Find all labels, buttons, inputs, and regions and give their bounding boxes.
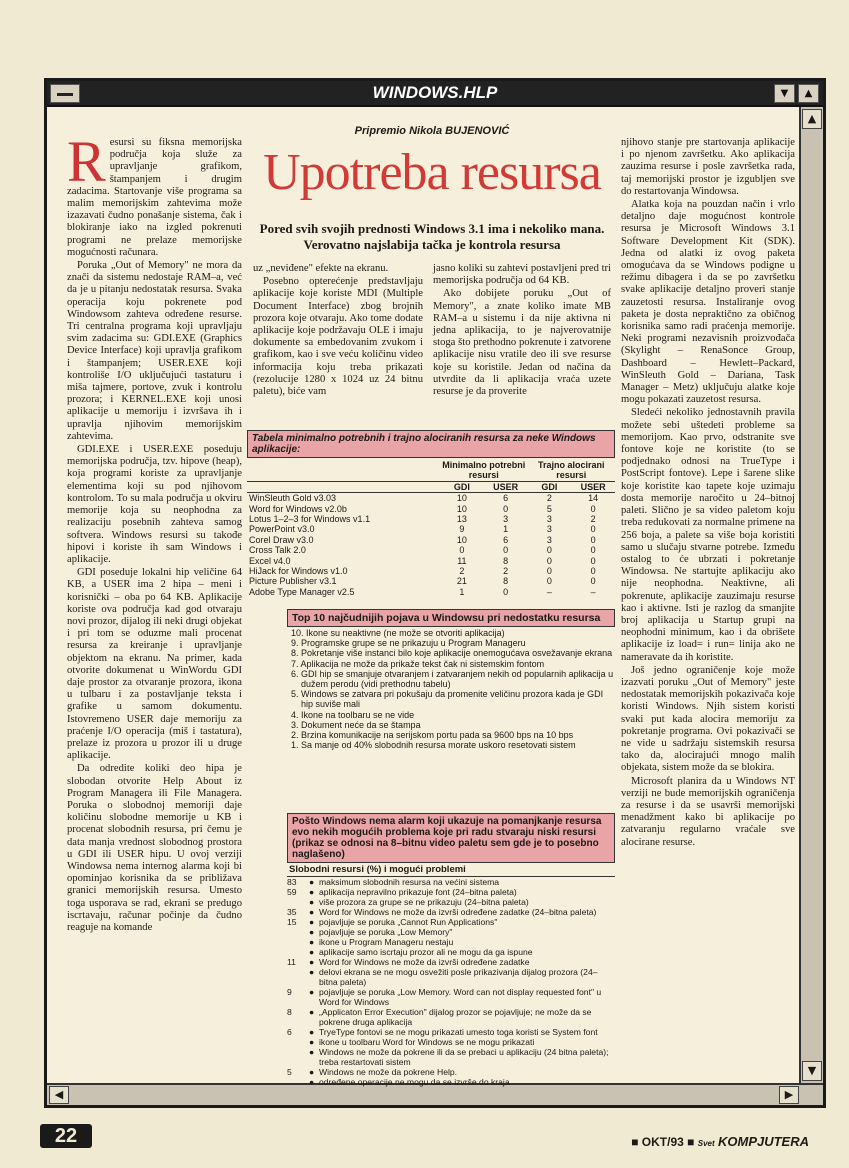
app-name: Picture Publisher v3.1 <box>249 576 337 587</box>
problem-text: ikone u Program Manageru nestaju <box>319 937 454 947</box>
app-name: Word for Windows v2.0b <box>249 503 347 514</box>
user-min: 1 <box>503 524 509 535</box>
app-name: Corel Draw v3.0 <box>249 534 314 545</box>
user-min: 8 <box>503 576 509 587</box>
percent-value: 6 <box>287 1027 292 1037</box>
gdi-min: 13 <box>456 514 467 525</box>
user-alloc: 0 <box>590 576 596 587</box>
gdi-min: 10 <box>456 503 467 514</box>
help-window <box>44 78 826 1108</box>
percent-value <box>287 927 309 937</box>
table-row <box>287 897 615 907</box>
title-bar <box>47 81 823 107</box>
gdi-alloc: – <box>546 586 552 597</box>
bullet-icon: ● <box>309 877 315 887</box>
table-row <box>247 587 615 597</box>
resource-table-caption: Tabela minimalno potrebnih i trajno alociranih resursa za neke Windows aplikacije: <box>247 430 615 458</box>
list-item: 7. Aplikacija ne može da prikaže tekst čak ni sistemskim fontom <box>291 658 545 669</box>
percent-value: 15 <box>287 917 297 927</box>
headline: Upotreba resursa <box>263 144 601 201</box>
gdi-min: 11 <box>457 555 467 566</box>
low-resources-subheader: Slobodni resursi (%) i mogući problemi <box>287 863 615 877</box>
user-min: 3 <box>503 514 509 525</box>
percent-value: 35 <box>287 907 297 917</box>
user-alloc: – <box>590 586 596 597</box>
header-user: USER <box>571 481 615 492</box>
gdi-min: 9 <box>459 524 465 535</box>
paragraph <box>67 129 242 259</box>
gdi-alloc: 5 <box>546 503 552 514</box>
table-row <box>247 514 615 524</box>
bullet-icon: ● <box>309 887 315 897</box>
bullet-icon: ● <box>309 907 315 917</box>
bullet-icon: ● <box>309 1067 315 1077</box>
problem-text: „Applicaton Error Execution" dijalog prozor se pojavljuje; ne može da se pokrene druga aplikacija <box>319 1007 592 1027</box>
problem-text: Word for Windows ne može da izvrši određene zadatke <box>319 957 530 967</box>
problem-text: ikone u toolbaru Word for Windows se ne mogu prikazati <box>319 1037 535 1047</box>
bullet-icon: ● <box>309 1077 315 1087</box>
list-item: 9. Programske grupe se ne prikazuju u Program Manageru <box>291 638 526 649</box>
gdi-min: 0 <box>459 545 465 556</box>
paragraph: Da odredite koliki deo hipa je slobodan otvorite Help About iz Program Managera ili File Managera. Poruka o slobodnoj memoriji daje količinu slobodne memorije u KB i procenat slobodnih resursa, pri čemu je data manja vrednost slobodnog prostora u GDI ili USER hipu. U ovoj verziji Windowsa nema internog alarma koji bi opominjao korisnika da se približava granici memorijskih resursa. Umesto toga usporava se rad, ekrani se predugo iscrtavaju, računar počinje da čudno reaguje na komande <box>67 763 242 933</box>
gdi-alloc: 0 <box>546 555 552 566</box>
header-gdi: GDI <box>527 481 571 492</box>
low-resources-rows <box>287 877 615 1087</box>
gdi-alloc: 2 <box>546 493 552 504</box>
user-min: 0 <box>503 545 509 556</box>
problem-text: pojavljuje se poruka „Low Memory" <box>319 927 453 937</box>
list-item: 5. Windows se zatvara pri pokušaju da promenite veličinu prozora kada je GDI hip suviše mali <box>291 689 604 710</box>
percent-value: 5 <box>287 1067 292 1077</box>
user-min: 0 <box>503 503 509 514</box>
table-row <box>247 556 615 566</box>
app-name: HiJack for Windows v1.0 <box>249 566 348 577</box>
list-item: 10. Ikone su neaktivne (ne može se otvoriti aplikacija) <box>291 628 505 638</box>
bullet-icon: ● <box>309 927 315 937</box>
user-alloc: 0 <box>590 555 596 566</box>
paragraph: Posebno opterećenje predstavljaju aplikacije koje koriste MDI (Multiple Document Interface) zbog brojnih prozora koje otvaraju. Ako tome dodate aplikacije koje podržavaju OLE i imaju dokumente sa embedovanim zvukom i grafikom, kao i sve veću količinu video informacija koju treba prikazati (rezolucije 1280 x 1024 uz 24 bitnu paletu), biće vam <box>253 276 423 398</box>
paragraph: Ako dobijete poruku „Out of Memory", a znate koliko imate MB RAM–a u sistemu i da nije aktivna ni jedna aplikacija, to je najverovatnije stoga što prethodno pokrenute i zatvorene aplikacije nisu vratile deo ili sve resurse koje su koristile. Jedan od načina da utvrdite da li aplikacija vraća uzete resurse je da proverite <box>433 288 611 398</box>
table-header-spacer <box>247 460 440 481</box>
table-row <box>287 887 615 897</box>
drop-cap: R <box>67 129 106 194</box>
table-row <box>287 957 615 967</box>
table-header-spacer <box>247 481 440 492</box>
table-row <box>287 1027 615 1037</box>
gdi-min: 10 <box>456 534 467 545</box>
list-item: 4. Ikone na toolbaru se ne vide <box>291 709 415 720</box>
problem-text: aplikacija nepravilno prikazuje font (24–bitna paleta) <box>319 887 517 897</box>
header-gdi: GDI <box>440 481 484 492</box>
gdi-alloc: 0 <box>546 566 552 577</box>
paragraph: GDI.EXE i USER.EXE poseduju memorijska područja, tzv. hipove (heap), koja programi koriste za upravljanje elementima koji su pod njihovom kontrolom. To su mala područja u okviru memorije koja su neophodna za realizaciju posebnih zahteva samog softvera. Windows resursi su takođe hipovi i koriste ih sam Windows i aplikacije. <box>67 444 242 565</box>
window-title: WINDOWS.HLP <box>372 83 498 102</box>
percent-value: 59 <box>287 887 297 897</box>
bullet-icon: ● <box>309 897 315 907</box>
problem-text: više prozora za grupe se ne prikazuju (24–bitna paleta) <box>319 897 529 907</box>
table-row <box>287 967 615 987</box>
top10-table <box>287 609 615 750</box>
article-column-3 <box>433 263 611 399</box>
deck: Pored svih svojih prednosti Windows 3.1 ima i nekoliko mana. Verovatno najslabija tačka je kontrola resursa <box>259 221 605 252</box>
table-row <box>247 493 615 504</box>
table-row <box>287 947 615 957</box>
bullet-icon: ● <box>309 987 315 997</box>
user-min: 0 <box>503 586 509 597</box>
top10-caption: Top 10 najčudnijih pojava u Windowsu pri nedostatku resursa <box>287 609 615 627</box>
paragraph: Sledeći nekoliko jednostavnih pravila možete sebi uštedeti probleme sa memorijom. Kao prvo, odstranite sve fontove koje ne koristite (to se podjednako odnosi na TrueType i PostScript fontove). Lepe i šarene slike koje koristite kao tapete koje uzimaju dosta memorije naročito u 24–bitnoj paleti. Slično je sa video paletom koju treba redukovati za normalne primene na 256 boja, a palete sa više boja koristiti samo u slučaju stvarne potrebe. Između ostalog to će ubrzati i pokretanje Windowsa. Ne startujte aplikaciju ako nije neophodna. Neaktivne, ali pokrenute, aplikacije zauzimaju resurse kao i aktivne. Isti je razlog da smanjite broj aplikacija u Startup grupi na neophodni minimum, kao i da obrišete aplikacije iz load= i run= linija ako ne nameravate da ih koristite. <box>621 407 795 663</box>
footer: ■ OKT/93 ■ Svet KOMPJUTERA <box>631 1134 809 1149</box>
scroll-right-icon[interactable]: ▶ <box>779 1086 799 1104</box>
app-name: Excel v4.0 <box>249 555 291 566</box>
user-min: 6 <box>503 493 509 504</box>
vertical-scrollbar[interactable] <box>799 107 823 1083</box>
percent-value: 8 <box>287 1007 292 1017</box>
table-row <box>287 1037 615 1047</box>
maximize-arrow-icon[interactable]: ▲ <box>798 84 819 103</box>
problem-text: određene operacije ne mogu da se izvrše do kraja <box>319 1077 510 1087</box>
bullet-icon: ● <box>309 1047 315 1057</box>
issue-date: OKT/93 <box>641 1135 684 1149</box>
article-column-1 <box>67 129 242 935</box>
table-row <box>287 987 615 1007</box>
user-alloc: 14 <box>588 493 599 504</box>
table-row <box>287 877 615 887</box>
percent-value <box>287 1047 309 1067</box>
gdi-alloc: 0 <box>546 545 552 556</box>
bullet-icon: ● <box>309 917 315 927</box>
problem-text: aplikacije samo iscrtaju prozor ali ne mogu da ga ispune <box>319 947 533 957</box>
percent-value: 11 <box>287 957 296 967</box>
resource-table-body <box>247 493 615 598</box>
low-resources-caption: Pošto Windows nema alarm koji ukazuje na pomanjkanje resursa evo nekih mogućih problema koje pri radu stvaraju niski resursi (prikaz se odnosi na 8–bitnu video paletu sem gde je to posebno naglašeno) <box>287 813 615 863</box>
user-min: 2 <box>503 566 509 577</box>
bullet-icon: ● <box>309 947 315 957</box>
low-resources-table <box>287 813 615 1087</box>
gdi-alloc: 3 <box>546 514 552 525</box>
app-name: WinSleuth Gold v3.03 <box>249 493 337 504</box>
gdi-min: 2 <box>459 566 465 577</box>
article-column-4 <box>621 137 795 850</box>
article-column-2 <box>253 263 423 399</box>
paragraph: uz „neviđene" efekte na ekranu. <box>253 263 389 274</box>
list-item: 3. Dokument neće da se štampa <box>291 719 421 730</box>
page-number: 22 <box>40 1124 92 1148</box>
problem-text: pojavljuje se poruka „Cannot Run Applications" <box>319 917 498 927</box>
table-row <box>247 535 615 545</box>
bullet-icon: ● <box>309 1037 315 1047</box>
user-alloc: 0 <box>590 503 596 514</box>
list-item: 6. GDI hip se smanjuje otvaranjem i zatvaranjem nekih od popularnih aplikacija u dužem perodu (vidi prethodnu tabelu) <box>291 668 614 690</box>
paragraph: GDI poseduje lokalni hip veličine 64 KB, a USER ima 2 hipa – meni i korisnički – oba po 64 KB. Aplikacije koriste ova područja kad god otvaraju novi prozor, dijalog ili neki drugi objekat i pri tom se oduzme mali procenat resursa za kreiranje i upravljanje objektom na ekranu. Na primer, kada otvorite dokumenat u WinWordu GDI daje prostor za otvaranje prozora, ikona u tulbaru i za postavljanje teksta i grafike u samom dokumentu. Istovremeno USER daje memoriju za praćenje I/O operacija (miš i tastatura), prelaze iz prozora u prozor ili u druge aplikacije. <box>67 567 242 762</box>
paragraph-text: esursi su fiksna memorijska područja koja služe za upravljanje grafikom, štampanjem i drugim zadacima. Startovanje više programa sa malim memorijskim zahtevima može izazavati čudno ponašanje sistema, čak i blokiranje iako na izgled pokrenuti programi ne prelaze memorijske mogućnosti računara. <box>67 137 242 258</box>
list-item: 8. Pokretanje više instanci bilo koje aplikacije onemogućava osvežavanje ekrana <box>291 648 613 659</box>
table-row <box>287 907 615 917</box>
gdi-alloc: 3 <box>546 534 552 545</box>
header-min-resources: Minimalno potrebni resursi <box>442 460 526 481</box>
magazine-prefix: Svet <box>697 1139 715 1148</box>
user-alloc: 2 <box>590 514 596 525</box>
percent-value <box>287 947 309 957</box>
table-row <box>287 927 615 937</box>
gdi-min: 21 <box>456 576 467 587</box>
paragraph: Poruka „Out of Memory" ne mora da znači da sistemu nedostaje RAM–a, već da je u pitanju nedostatak resursa. Svaka operacija koju pokrenete pod Windowsom zahteva određene resurse. Tri centralna programa koji upravljaju svim zadacima su: GDI.EXE (Graphics Device Interface) koji upravlja grafikom i štampanjem; USER.EXE koji kontroliše I/O uključujući tastaturu i miša tajmere, portove, zvuk i kontrolu prozora; i KERNEL.EXE koji unosi aplikacije u memoriju i izvršava ih i upravlja njihovim memorijskim zahtevima. <box>67 260 242 442</box>
bullet-icon: ● <box>309 1007 315 1017</box>
percent-value: 83 <box>287 877 297 887</box>
user-alloc: 0 <box>590 566 596 577</box>
problem-text: Word for Windows ne može da izvrši određene zadatke (24–bitna paleta) <box>319 907 597 917</box>
scroll-left-icon[interactable]: ◀ <box>49 1086 69 1104</box>
problem-text: Windows ne može da pokrene Help. <box>319 1067 458 1077</box>
table-row <box>287 1047 615 1067</box>
scroll-up-icon[interactable]: ▲ <box>802 109 822 129</box>
gdi-min: 10 <box>456 493 467 504</box>
table-row <box>247 524 615 534</box>
list-item: 1. Sa manje od 40% slobodnih resursa morate uskoro resetovati sistem <box>291 740 576 751</box>
header-allocated-resources: Trajno alocirani resursi <box>537 460 605 481</box>
table-row <box>287 937 615 947</box>
paragraph: njihovo stanje pre startovanja aplikacije i po njenom završetku. Ako aplikacija zauzima resurse i posle završetka rada, taj memorijski prostor je izgubljen sve do restartovanja Windowsa. <box>621 137 795 197</box>
percent-value <box>287 967 309 987</box>
table-row <box>247 566 615 576</box>
paragraph: Još jedno ograničenje koje može izazvati poruku „Out of Memory" jeste nedostatak memorijskih pokazivača koje koristi Windows. Njih sistem koristi svaki put kada alocira memoriju za pokretanje programa. Ovi pokazivači se ne vide u sadržaju sistemskih resursa tako da, alocirajući mnogo malih objekata, sistem može da se blokira. <box>621 664 795 774</box>
gdi-alloc: 3 <box>546 524 552 535</box>
paragraph: jasno koliki su zahtevi postavljeni pred tri memorijska područja od 64 KB. <box>433 263 611 287</box>
bullet-icon: ● <box>309 967 315 977</box>
user-min: 6 <box>503 534 509 545</box>
bullet-icon: ● <box>309 1027 315 1037</box>
user-alloc: 0 <box>590 534 596 545</box>
percent-value <box>287 937 309 947</box>
magazine-name: KOMPJUTERA <box>717 1134 809 1149</box>
user-alloc: 0 <box>590 545 596 556</box>
table-row <box>247 576 615 586</box>
gdi-min: 1 <box>459 586 465 597</box>
header-user: USER <box>484 481 528 492</box>
paragraph: Alatka koja na pouzdan način i vrlo detaljno daje mogućnost kontrole resursa je Microsoft Windows 3.1 Software Development Kit (SDK). Jedna od alatki iz ovog paketa omogućava da se Windows podigne u režimu dibagera i da se po završetku svake aplikacije detaljno proveri stanje zauzetosti resursa. Instaliranje ovog paketa je dosta nepraktično za običnog korisnika samo radi praćenja memorije. Neki programi nezavisnih proizvođača (Skylight – RenaSonce Group, Dashboard – Hewlett–Packard, WinSleuth Gold – Dariana, Task Manager – Metz) uključuju alatke koje mogu pokazati zauzetost resursa. <box>621 199 795 406</box>
table-row <box>247 504 615 514</box>
user-alloc: 0 <box>590 524 596 535</box>
problem-text: maksimum slobodnih resursa na većini sistema <box>319 877 500 887</box>
list-item: 2. Brzina komunikacije na serijskom portu pada sa 9600 bps na 10 bps <box>291 730 574 741</box>
bullet-icon: ● <box>309 957 315 967</box>
paragraph: Microsoft planira da u Windows NT verziji ne bude memorijskih ograničenja za resurse i da se usavrši memorijski menadžment kako bi aplikacije po zatvaranju regularno vraćale sve alocirane resurse. <box>621 775 795 848</box>
bullet-icon: ● <box>309 937 315 947</box>
app-name: PowerPoint v3.0 <box>249 524 315 535</box>
percent-value <box>287 1077 309 1087</box>
user-min: 8 <box>503 555 509 566</box>
app-name: Lotus 1–2–3 for Windows v1.1 <box>249 514 371 525</box>
problem-text: delovi ekrana se ne mogu osvežiti posle prikazivanja dijalog prozora (24–bitna paleta) <box>319 967 598 987</box>
table-row <box>287 1067 615 1077</box>
app-name: Cross Talk 2.0 <box>249 545 306 556</box>
app-name: Adobe Type Manager v2.5 <box>249 586 355 597</box>
problem-text: TryeType fontovi se ne mogu prikazati umesto toga koristi se System font <box>319 1027 598 1037</box>
author-line: Pripremio Nikola BUJENOVIĆ <box>354 125 510 137</box>
problem-text: Windows ne može da pokrene ili da se prebaci u aplikaciju (24 bitna paleta); treba restartovati sistem <box>319 1047 609 1067</box>
problem-text: pojavljuje se poruka „Low Memory. Word can not display requested font" u Word for Windows <box>319 987 602 1007</box>
table-row <box>287 1007 615 1027</box>
resource-table <box>247 430 615 597</box>
gdi-alloc: 0 <box>546 576 552 587</box>
top10-list <box>287 628 615 750</box>
scroll-down-icon[interactable]: ▼ <box>802 1061 822 1081</box>
percent-value: 9 <box>287 987 292 997</box>
table-row <box>247 545 615 555</box>
minimize-arrow-icon[interactable]: ▼ <box>774 84 795 103</box>
table-row <box>287 1077 615 1087</box>
percent-value <box>287 897 309 907</box>
table-row <box>287 917 615 927</box>
percent-value <box>287 1037 309 1047</box>
